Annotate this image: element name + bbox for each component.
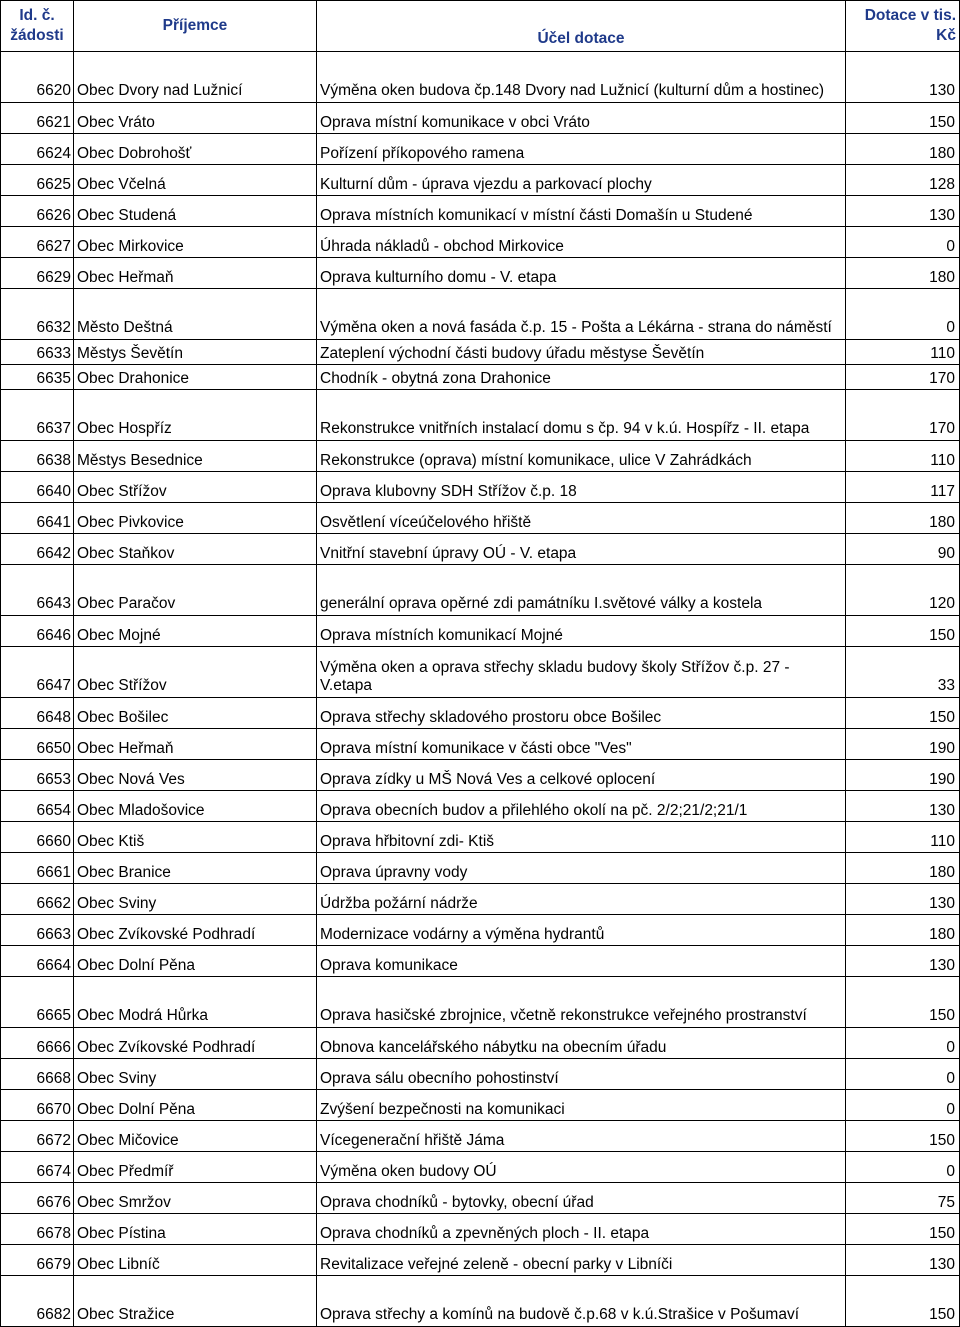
table-row — [1, 165, 960, 196]
cell-amount: 110 — [846, 822, 960, 853]
cell-purpose: Oprava zídky u MŠ Nová Ves a celkové oplocení — [317, 760, 846, 791]
cell-purpose: Revitalizace veřejné zeleně - obecní parky v Libníči — [317, 1245, 846, 1276]
cell-amount: 110 — [846, 441, 960, 472]
table-row — [1, 822, 960, 853]
cell-recipient: Obec Branice — [74, 853, 317, 884]
cell-id: 6635 — [1, 365, 74, 390]
cell-recipient: Obec Drahonice — [74, 365, 317, 390]
cell-amount: 150 — [846, 1121, 960, 1152]
cell-id: 6629 — [1, 258, 74, 289]
cell-recipient: Obec Stražice — [74, 1276, 317, 1327]
cell-id: 6660 — [1, 822, 74, 853]
cell-id: 6674 — [1, 1152, 74, 1183]
table-row — [1, 791, 960, 822]
table-row — [1, 1090, 960, 1121]
cell-recipient: Obec Sviny — [74, 1059, 317, 1090]
cell-id: 6627 — [1, 227, 74, 258]
cell-amount: 150 — [846, 616, 960, 647]
table-row — [1, 503, 960, 534]
cell-id: 6643 — [1, 565, 74, 616]
cell-recipient: Obec Dolní Pěna — [74, 946, 317, 977]
cell-purpose: Chodník - obytná zona Drahonice — [317, 365, 846, 390]
table-row — [1, 472, 960, 503]
cell-recipient: Obec Dobrohošť — [74, 134, 317, 165]
cell-amount: 128 — [846, 165, 960, 196]
cell-amount: 0 — [846, 1090, 960, 1121]
cell-amount: 110 — [846, 340, 960, 365]
cell-recipient: Obec Nová Ves — [74, 760, 317, 791]
table-row — [1, 1059, 960, 1090]
header-amount: Dotace v tis. Kč — [846, 1, 960, 52]
cell-id: 6624 — [1, 134, 74, 165]
cell-amount: 130 — [846, 1245, 960, 1276]
cell-recipient: Obec Staňkov — [74, 534, 317, 565]
cell-amount: 130 — [846, 791, 960, 822]
cell-recipient: Obec Paračov — [74, 565, 317, 616]
cell-amount: 190 — [846, 729, 960, 760]
cell-purpose: Oprava místních komunikací v místní části Domašín u Studené — [317, 196, 846, 227]
cell-amount: 130 — [846, 946, 960, 977]
table-row — [1, 760, 960, 791]
table-row — [1, 390, 960, 441]
cell-id: 6661 — [1, 853, 74, 884]
table-row — [1, 227, 960, 258]
cell-recipient: Obec Předmíř — [74, 1152, 317, 1183]
table-row — [1, 853, 960, 884]
cell-id: 6632 — [1, 289, 74, 340]
cell-amount: 0 — [846, 227, 960, 258]
table-row — [1, 196, 960, 227]
cell-purpose: Zateplení východní části budovy úřadu městyse Ševětín — [317, 340, 846, 365]
cell-purpose: Obnova kancelářského nábytku na obecním úřadu — [317, 1028, 846, 1059]
cell-purpose: Rekonstrukce vnitřních instalací domu s čp. 94 v k.ú. Hospířz - II. etapa — [317, 390, 846, 441]
cell-purpose: Výměna oken budova čp.148 Dvory nad Lužnicí (kulturní dům a hostinec) — [317, 52, 846, 103]
cell-id: 6638 — [1, 441, 74, 472]
table-row — [1, 1121, 960, 1152]
cell-amount: 130 — [846, 884, 960, 915]
cell-amount: 150 — [846, 698, 960, 729]
cell-amount: 150 — [846, 1276, 960, 1327]
table-row — [1, 946, 960, 977]
cell-id: 6679 — [1, 1245, 74, 1276]
cell-amount: 150 — [846, 103, 960, 134]
cell-purpose: Úhrada nákladů - obchod Mirkovice — [317, 227, 846, 258]
cell-recipient: Obec Hospříz — [74, 390, 317, 441]
cell-id: 6678 — [1, 1214, 74, 1245]
cell-recipient: Obec Smržov — [74, 1183, 317, 1214]
cell-amount: 180 — [846, 853, 960, 884]
cell-amount: 150 — [846, 1214, 960, 1245]
cell-id: 6664 — [1, 946, 74, 977]
table-row — [1, 1276, 960, 1327]
cell-purpose: Oprava sálu obecního pohostinství — [317, 1059, 846, 1090]
cell-purpose: Pořízení příkopového ramena — [317, 134, 846, 165]
table-row — [1, 647, 960, 698]
cell-recipient: Obec Mladošovice — [74, 791, 317, 822]
cell-recipient: Městys Ševětín — [74, 340, 317, 365]
cell-recipient: Obec Zvíkovské Podhradí — [74, 1028, 317, 1059]
cell-id: 6641 — [1, 503, 74, 534]
cell-recipient: Obec Heřmaň — [74, 729, 317, 760]
cell-amount: 180 — [846, 503, 960, 534]
table-row — [1, 52, 960, 103]
cell-purpose: Oprava hasičské zbrojnice, včetně rekonstrukce veřejného prostranství — [317, 977, 846, 1028]
cell-purpose: Oprava chodníků - bytovky, obecní úřad — [317, 1183, 846, 1214]
cell-purpose: Modernizace vodárny a výměna hydrantů — [317, 915, 846, 946]
cell-amount: 120 — [846, 565, 960, 616]
cell-purpose: Oprava klubovny SDH Střížov č.p. 18 — [317, 472, 846, 503]
cell-id: 6668 — [1, 1059, 74, 1090]
cell-purpose: Vnitřní stavební úpravy OÚ - V. etapa — [317, 534, 846, 565]
cell-recipient: Obec Heřmaň — [74, 258, 317, 289]
header-row — [1, 1, 960, 52]
cell-recipient: Obec Mičovice — [74, 1121, 317, 1152]
cell-id: 6676 — [1, 1183, 74, 1214]
cell-id: 6620 — [1, 52, 74, 103]
cell-purpose: Oprava obecních budov a přilehlého okolí na pč. 2/2;21/2;21/1 — [317, 791, 846, 822]
cell-recipient: Obec Pivkovice — [74, 503, 317, 534]
cell-purpose: Výměna oken a nová fasáda č.p. 15 - Pošta a Lékárna - strana do náměstí — [317, 289, 846, 340]
cell-recipient: Obec Střížov — [74, 472, 317, 503]
cell-recipient: Město Deštná — [74, 289, 317, 340]
table-row — [1, 1245, 960, 1276]
cell-recipient: Obec Mirkovice — [74, 227, 317, 258]
cell-id: 6672 — [1, 1121, 74, 1152]
cell-id: 6640 — [1, 472, 74, 503]
table-row — [1, 340, 960, 365]
header-id: Id. č. žádosti — [1, 1, 74, 52]
table-row — [1, 565, 960, 616]
cell-id: 6666 — [1, 1028, 74, 1059]
cell-id: 6653 — [1, 760, 74, 791]
cell-purpose: Rekonstrukce (oprava) místní komunikace, ulice V Zahrádkách — [317, 441, 846, 472]
cell-recipient: Obec Libníč — [74, 1245, 317, 1276]
cell-id: 6647 — [1, 647, 74, 698]
cell-purpose: Oprava hřbitovní zdi- Ktiš — [317, 822, 846, 853]
cell-purpose: Kulturní dům - úprava vjezdu a parkovací plochy — [317, 165, 846, 196]
cell-id: 6625 — [1, 165, 74, 196]
cell-id: 6662 — [1, 884, 74, 915]
cell-purpose: Oprava místních komunikací Mojné — [317, 616, 846, 647]
table-row — [1, 977, 960, 1028]
cell-purpose: Vícegenerační hřiště Jáma — [317, 1121, 846, 1152]
cell-id: 6626 — [1, 196, 74, 227]
cell-recipient: Obec Pístina — [74, 1214, 317, 1245]
cell-recipient: Obec Zvíkovské Podhradí — [74, 915, 317, 946]
cell-purpose: Oprava střechy skladového prostoru obce Bošilec — [317, 698, 846, 729]
cell-id: 6621 — [1, 103, 74, 134]
cell-purpose: Oprava chodníků a zpevněných ploch - II. etapa — [317, 1214, 846, 1245]
cell-amount: 170 — [846, 390, 960, 441]
cell-id: 6648 — [1, 698, 74, 729]
table-row — [1, 103, 960, 134]
table-row — [1, 1152, 960, 1183]
cell-purpose: Oprava místní komunikace v obci Vráto — [317, 103, 846, 134]
table-row — [1, 1183, 960, 1214]
cell-recipient: Obec Vráto — [74, 103, 317, 134]
cell-purpose: Oprava úpravny vody — [317, 853, 846, 884]
cell-purpose: Zvýšení bezpečnosti na komunikaci — [317, 1090, 846, 1121]
cell-id: 6663 — [1, 915, 74, 946]
header-purpose: Účel dotace — [317, 1, 846, 52]
cell-id: 6633 — [1, 340, 74, 365]
cell-recipient: Obec Sviny — [74, 884, 317, 915]
cell-purpose: Oprava střechy a komínů na budově č.p.68 v k.ú.Strašice v Pošumaví — [317, 1276, 846, 1327]
cell-amount: 0 — [846, 1059, 960, 1090]
cell-amount: 90 — [846, 534, 960, 565]
cell-recipient: Obec Modrá Hůrka — [74, 977, 317, 1028]
cell-amount: 0 — [846, 1028, 960, 1059]
cell-id: 6654 — [1, 791, 74, 822]
cell-purpose: Údržba požární nádrže — [317, 884, 846, 915]
cell-amount: 130 — [846, 196, 960, 227]
cell-purpose: Oprava kulturního domu - V. etapa — [317, 258, 846, 289]
table-row — [1, 134, 960, 165]
cell-purpose: generální oprava opěrné zdi památníku I.světové války a kostela — [317, 565, 846, 616]
table-row — [1, 1214, 960, 1245]
cell-id: 6650 — [1, 729, 74, 760]
cell-amount: 75 — [846, 1183, 960, 1214]
cell-recipient: Obec Střížov — [74, 647, 317, 698]
cell-amount: 180 — [846, 258, 960, 289]
cell-id: 6670 — [1, 1090, 74, 1121]
cell-amount: 150 — [846, 977, 960, 1028]
cell-purpose: Oprava místní komunikace v části obce "Ves" — [317, 729, 846, 760]
cell-amount: 180 — [846, 915, 960, 946]
table-row — [1, 884, 960, 915]
table-row — [1, 365, 960, 390]
table-row — [1, 698, 960, 729]
cell-amount: 117 — [846, 472, 960, 503]
cell-amount: 0 — [846, 1152, 960, 1183]
table-row — [1, 258, 960, 289]
cell-id: 6665 — [1, 977, 74, 1028]
cell-recipient: Obec Dolní Pěna — [74, 1090, 317, 1121]
table-row — [1, 616, 960, 647]
cell-amount: 33 — [846, 647, 960, 698]
table-row — [1, 441, 960, 472]
cell-amount: 130 — [846, 52, 960, 103]
cell-recipient: Obec Bošilec — [74, 698, 317, 729]
cell-amount: 190 — [846, 760, 960, 791]
cell-recipient: Obec Ktiš — [74, 822, 317, 853]
cell-recipient: Obec Dvory nad Lužnicí — [74, 52, 317, 103]
cell-purpose: Výměna oken a oprava střechy skladu budovy školy Střížov č.p. 27 - V.etapa — [317, 647, 846, 698]
cell-id: 6642 — [1, 534, 74, 565]
cell-purpose: Osvětlení víceúčelového hřiště — [317, 503, 846, 534]
cell-purpose: Oprava komunikace — [317, 946, 846, 977]
table-row — [1, 1028, 960, 1059]
cell-amount: 170 — [846, 365, 960, 390]
header-recipient: Příjemce — [74, 1, 317, 52]
cell-amount: 180 — [846, 134, 960, 165]
cell-recipient: Obec Studená — [74, 196, 317, 227]
cell-purpose: Výměna oken budovy OÚ — [317, 1152, 846, 1183]
cell-recipient: Obec Včelná — [74, 165, 317, 196]
table-row — [1, 729, 960, 760]
cell-recipient: Městys Besednice — [74, 441, 317, 472]
cell-id: 6637 — [1, 390, 74, 441]
table-row — [1, 289, 960, 340]
cell-recipient: Obec Mojné — [74, 616, 317, 647]
cell-id: 6646 — [1, 616, 74, 647]
cell-id: 6682 — [1, 1276, 74, 1327]
table-row — [1, 915, 960, 946]
table-row — [1, 534, 960, 565]
cell-amount: 0 — [846, 289, 960, 340]
